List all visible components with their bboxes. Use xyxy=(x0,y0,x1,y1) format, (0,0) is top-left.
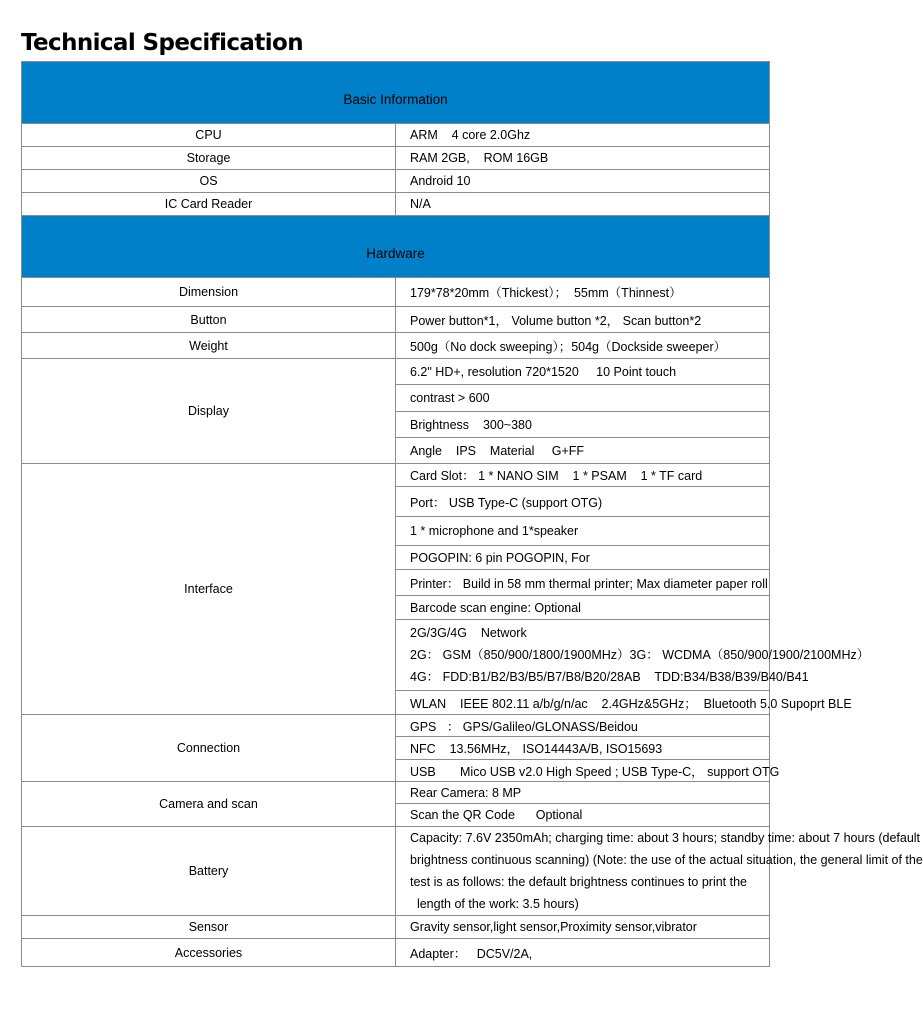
spec-value: Port： USB Type-C (support OTG) xyxy=(396,487,770,517)
section-header xyxy=(22,62,770,124)
spec-label: Dimension xyxy=(22,278,396,307)
spec-value: Adapter： DC5V/2A, xyxy=(396,939,770,967)
spec-row xyxy=(22,278,770,307)
spec-value-multiline xyxy=(396,620,870,691)
spec-label: Accessories xyxy=(22,939,396,967)
spec-value: NFC 13.56MHz， ISO14443A/B, ISO15693 xyxy=(396,737,770,760)
spec-value: POGOPIN: 6 pin POGOPIN, For xyxy=(396,546,770,570)
spec-row xyxy=(22,124,770,147)
spec-value-line: 2G/3G/4G Network xyxy=(410,626,527,640)
spec-value: GPS ： GPS/Galileo/GLONASS/Beidou xyxy=(396,715,770,737)
spec-label: Display xyxy=(22,359,396,464)
spec-value: Power button*1， Volume button *2， Scan button*2 xyxy=(396,307,770,333)
spec-row xyxy=(22,916,770,939)
spec-row xyxy=(22,715,770,737)
spec-label: Weight xyxy=(22,333,396,359)
spec-row xyxy=(22,147,770,170)
spec-row xyxy=(22,193,770,216)
section-header xyxy=(22,216,770,278)
spec-value: Card Slot： 1 * NANO SIM 1 * PSAM 1 * TF card xyxy=(396,464,770,487)
page-title: Technical Specification xyxy=(21,30,303,56)
spec-value: Barcode scan engine: Optional xyxy=(396,596,770,620)
section-header-title: Hardware xyxy=(22,216,770,278)
spec-value: WLAN IEEE 802.11 a/b/g/n/ac 2.4GHz&5GHz； Bluetooth 5.0 Supoprt BLE xyxy=(396,691,770,715)
spec-value: Angle IPS Material G+FF xyxy=(396,438,770,464)
spec-value-line: 4G： FDD:B1/B2/B3/B5/B7/B8/B20/28AB TDD:B34/B38/B39/B40/B41 xyxy=(410,670,809,684)
spec-value: Android 10 xyxy=(396,170,770,193)
spec-value-multiline xyxy=(396,827,923,916)
spec-row xyxy=(22,939,770,967)
spec-label: Sensor xyxy=(22,916,396,939)
spec-row xyxy=(22,827,770,916)
spec-label: Storage xyxy=(22,147,396,170)
spec-row xyxy=(22,170,770,193)
spec-value: 1 * microphone and 1*speaker xyxy=(396,517,770,546)
spec-row xyxy=(22,782,770,804)
spec-table xyxy=(21,61,923,967)
spec-value: USB Mico USB v2.0 High Speed ; USB Type-C， support OTG xyxy=(396,760,770,782)
spec-value: Gravity sensor,light sensor,Proximity sensor,vibrator xyxy=(396,916,770,939)
spec-value: Scan the QR Code Optional xyxy=(396,804,770,827)
spec-value-line: 2G： GSM（850/900/1800/1900MHz）3G： WCDMA（850/900/1900/2100MHz） xyxy=(410,648,870,662)
spec-label: Connection xyxy=(22,715,396,782)
spec-value-line: test is as follows: the default brightness continues to print the xyxy=(410,875,747,889)
spec-value: 6.2" HD+, resolution 720*1520 10 Point touch xyxy=(396,359,770,385)
spec-value-line: Capacity: 7.6V 2350mAh; charging time: about 3 hours; standby time: about 7 hours (default xyxy=(410,831,921,845)
spec-value: Rear Camera: 8 MP xyxy=(396,782,770,804)
spec-label: IC Card Reader xyxy=(22,193,396,216)
spec-label: OS xyxy=(22,170,396,193)
spec-label: Interface xyxy=(22,464,396,715)
spec-value: Brightness 300~380 xyxy=(396,412,770,438)
spec-label: CPU xyxy=(22,124,396,147)
spec-row xyxy=(22,333,770,359)
spec-row xyxy=(22,359,770,385)
spec-value: RAM 2GB, ROM 16GB xyxy=(396,147,770,170)
section-header-title: Basic Information xyxy=(22,62,770,124)
spec-value-line: length of the work: 3.5 hours) xyxy=(410,897,579,911)
spec-value: Printer： Build in 58 mm thermal printer; Max diameter paper roll xyxy=(396,570,770,596)
spec-row xyxy=(22,464,770,487)
spec-value: 500g（No dock sweeping）；504g（Dockside sweeper） xyxy=(396,333,770,359)
spec-value: ARM 4 core 2.0Ghz xyxy=(396,124,770,147)
spec-value: N/A xyxy=(396,193,770,216)
spec-value: contrast > 600 xyxy=(396,385,770,412)
spec-label: Camera and scan xyxy=(22,782,396,827)
spec-label: Button xyxy=(22,307,396,333)
spec-value: 179*78*20mm（Thickest）； 55mm（Thinnest） xyxy=(396,278,770,307)
spec-value-line: brightness continuous scanning) (Note: the use of the actual situation, the general limit of the xyxy=(410,853,923,867)
spec-label: Battery xyxy=(22,827,396,916)
spec-row xyxy=(22,307,770,333)
